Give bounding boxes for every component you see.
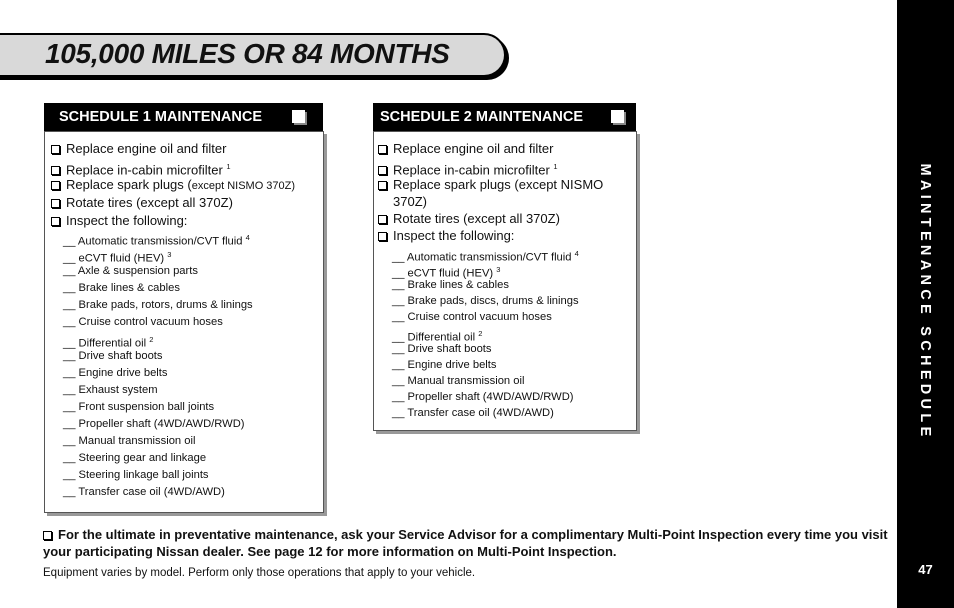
list-subitem: __ Propeller shaft (4WD/AWD/RWD): [63, 418, 245, 430]
checkbox-icon: [378, 166, 387, 175]
schedule-1-header-label: SCHEDULE 1 MAINTENANCE: [59, 109, 263, 125]
list-subitem: __ Front suspension ball joints: [63, 401, 215, 413]
checkbox-icon: [51, 145, 60, 154]
list-item: Rotate tires (except all 370Z): [51, 195, 233, 210]
list-subitem: __ Engine drive belts: [392, 359, 497, 371]
checkbox-icon: [51, 181, 60, 190]
list-subitem: __ Drive shaft boots: [392, 343, 492, 355]
list-item: Rotate tires (except all 370Z): [378, 211, 560, 226]
list-subitem: __ eCVT fluid (HEV) $^3$: [63, 250, 172, 265]
checkbox-icon: [378, 145, 387, 154]
list-subitem: __ Propeller shaft (4WD/AWD/RWD): [392, 391, 574, 403]
list-item-continuation: 370Z): [393, 194, 427, 209]
page-title: 105,000 MILES OR 84 MONTHS: [45, 38, 450, 69]
checkbox-icon: [378, 181, 387, 190]
list-item: Inspect the following:: [378, 228, 514, 243]
list-subitem: __ Cruise control vacuum hoses: [392, 311, 552, 323]
list-subitem: __ Manual transmission oil: [392, 375, 525, 387]
list-subitem: __ eCVT fluid (HEV) $^3$: [392, 265, 501, 280]
list-item: Replace spark plugs (except NISMO 370Z): [51, 177, 295, 194]
checkbox-icon: [51, 217, 60, 226]
side-section-title: MAINTENANCE SCHEDULE: [917, 163, 933, 441]
list-subitem: __ Drive shaft boots: [63, 350, 163, 362]
list-subitem: __ Differential oil $^2$: [392, 329, 483, 344]
checkbox-icon: [611, 110, 624, 123]
list-subitem: __ Engine drive belts: [63, 367, 168, 379]
list-subitem: __ Automatic transmission/CVT fluid $^4$: [392, 249, 579, 264]
list-item: Replace in-cabin microfilter $^1$: [378, 159, 558, 177]
checkbox-icon: [43, 531, 52, 540]
list-item: Replace spark plugs (except NISMO: [378, 177, 603, 192]
list-subitem: __ Differential oil $^2$: [63, 335, 154, 350]
list-item: Replace in-cabin microfilter $^1$: [51, 159, 231, 177]
list-subitem: __ Brake lines & cables: [63, 282, 180, 294]
schedule-2-header: [373, 103, 636, 131]
list-subitem: __ Brake pads, rotors, drums & linings: [63, 299, 253, 311]
list-subitem: __ Steering linkage ball joints: [63, 469, 209, 481]
schedule-2-body: [373, 131, 637, 431]
list-subitem: __ Automatic transmission/CVT fluid $^4$: [63, 233, 250, 248]
list-subitem: __ Axle & suspension parts: [63, 265, 198, 277]
schedule-1-panel: [44, 103, 324, 513]
schedule-2-header-label: SCHEDULE 2 MAINTENANCE: [380, 109, 584, 125]
checkbox-icon: [292, 110, 305, 123]
list-item: Inspect the following:: [51, 213, 187, 228]
list-item: Replace engine oil and filter: [51, 141, 226, 156]
checkbox-icon: [378, 232, 387, 241]
schedule-1-body: [44, 131, 324, 513]
footer-note: Equipment varies by model. Perform only those operations that apply to your vehicle.: [43, 567, 476, 579]
page-number: 47: [918, 562, 933, 577]
inspection-note-text: For the ultimate in preventative maintenance, ask your Service Advisor for a complimentary Multi-Point Inspection every time you visit your participating Nissan dealer. See page 12 for more information on Multi-Point Inspection.: [43, 527, 888, 559]
schedule-2-panel: [373, 103, 637, 431]
inspection-note: [43, 526, 893, 560]
checkbox-icon: [51, 166, 60, 175]
schedule-1-header: [44, 103, 323, 131]
list-subitem: __ Exhaust system: [63, 384, 158, 396]
list-subitem: __ Brake lines & cables: [392, 279, 509, 291]
checkbox-icon: [51, 199, 60, 208]
list-subitem: __ Steering gear and linkage: [63, 452, 207, 464]
checkbox-icon: [378, 215, 387, 224]
list-item: Replace engine oil and filter: [378, 141, 553, 156]
list-subitem: __ Transfer case oil (4WD/AWD): [392, 407, 554, 419]
list-subitem: __ Cruise control vacuum hoses: [63, 316, 223, 328]
list-subitem: __ Transfer case oil (4WD/AWD): [63, 486, 225, 498]
list-subitem: __ Manual transmission oil: [63, 435, 196, 447]
list-subitem: __ Brake pads, discs, drums & linings: [392, 295, 579, 307]
